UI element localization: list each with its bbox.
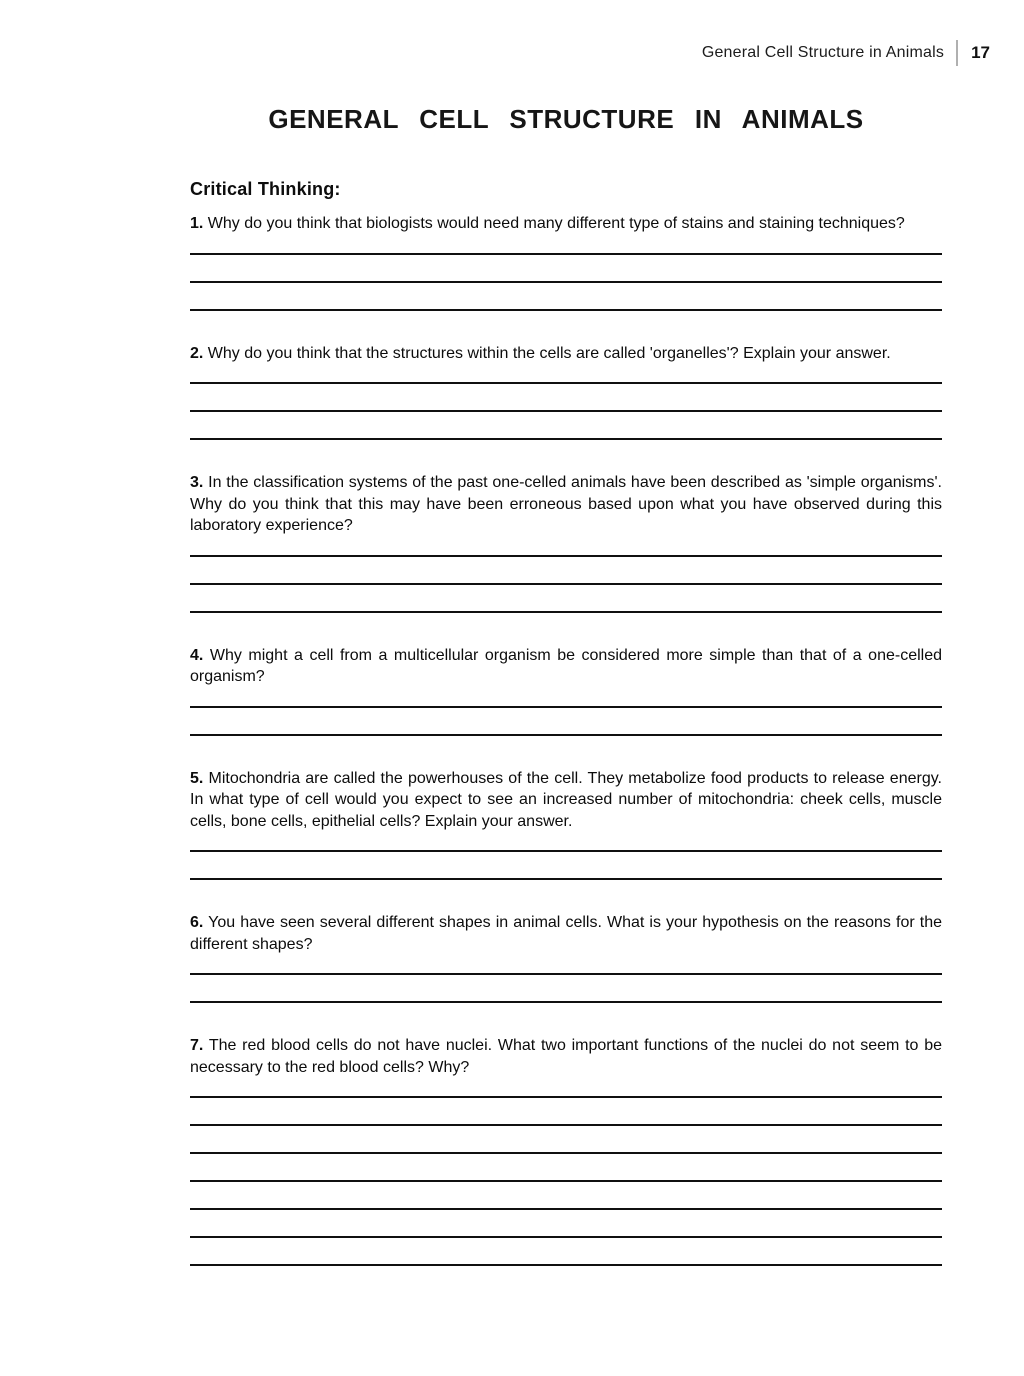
- running-title: General Cell Structure in Animals: [701, 44, 945, 61]
- question-5-answer-area: [190, 850, 942, 880]
- question-2: [190, 343, 942, 441]
- answer-line: [190, 1096, 942, 1098]
- question-5-number: 5.: [190, 769, 204, 787]
- answer-line: [190, 583, 942, 585]
- question-3: [190, 472, 942, 613]
- question-1-number: 1.: [190, 215, 204, 232]
- question-7-number: 7.: [190, 1037, 204, 1054]
- question-5-text: [190, 768, 942, 833]
- answer-line: [190, 850, 942, 852]
- answer-line: [190, 1001, 942, 1003]
- answer-line: [190, 438, 942, 440]
- question-2-body: Why do you think that the structures within the cells are called 'organelles'? Explain your answer.: [207, 344, 891, 362]
- answer-line: [190, 1124, 942, 1126]
- section-heading: Critical Thinking:: [190, 179, 341, 199]
- question-6-number: 6.: [190, 914, 204, 931]
- answer-line: [190, 382, 942, 384]
- question-2-number: 2.: [190, 344, 204, 362]
- question-3-answer-area: [190, 555, 942, 613]
- question-4-answer-area: [190, 706, 942, 736]
- page-number: 17: [971, 43, 990, 62]
- answer-line: [190, 410, 942, 412]
- question-6-text: [190, 912, 942, 955]
- answer-line: [190, 253, 942, 255]
- answer-line: [190, 1152, 942, 1154]
- answer-line: [190, 1208, 942, 1210]
- answer-line: [190, 309, 942, 311]
- question-1: [190, 213, 942, 311]
- answer-line: [190, 1264, 942, 1266]
- question-5: [190, 768, 942, 881]
- answer-line: [190, 734, 942, 736]
- question-4-number: 4.: [190, 646, 204, 664]
- answer-line: [190, 973, 942, 975]
- question-7-text: [190, 1035, 942, 1078]
- question-3-text: [190, 472, 942, 537]
- question-5-body: Mitochondria are called the powerhouses of the cell. They metabolize food products to release energy. In what type of cell would you expect to see an increased number of mitochondria: cheek cells, muscle cells, bone cells, epithelial cells? Explain your answer.: [190, 769, 942, 830]
- question-2-text: [190, 343, 942, 365]
- page-header: [190, 0, 990, 66]
- question-4: [190, 645, 942, 736]
- header-divider: [956, 40, 958, 66]
- question-3-number: 3.: [190, 474, 204, 491]
- question-4-text: [190, 645, 942, 688]
- question-3-body: In the classification systems of the past one-celled animals have been described as 'simple organisms'. Why do you think that this may have been erroneous based upon what you have observed during this laboratory experience?: [190, 474, 943, 534]
- question-2-answer-area: [190, 382, 942, 440]
- question-4-body: Why might a cell from a multicellular organism be considered more simple than that of a one-celled organism?: [190, 646, 943, 685]
- answer-line: [190, 1180, 942, 1182]
- answer-line: [190, 555, 942, 557]
- answer-line: [190, 281, 942, 283]
- question-1-text: [190, 213, 942, 235]
- question-1-answer-area: [190, 253, 942, 311]
- question-6-answer-area: [190, 973, 942, 1003]
- answer-line: [190, 878, 942, 880]
- page-title: GENERAL CELL STRUCTURE IN ANIMALS: [268, 104, 864, 134]
- question-7-body: The red blood cells do not have nuclei. What two important functions of the nuclei do not seem to be necessary to the red blood cells? Why?: [190, 1037, 943, 1076]
- question-6: [190, 912, 942, 1003]
- question-7-answer-area: [190, 1096, 942, 1266]
- question-7: [190, 1035, 942, 1266]
- answer-line: [190, 1236, 942, 1238]
- answer-line: [190, 706, 942, 708]
- answer-line: [190, 611, 942, 613]
- question-1-body: Why do you think that biologists would need many different type of stains and staining techniques?: [207, 215, 905, 232]
- question-6-body: You have seen several different shapes in animal cells. What is your hypothesis on the reasons for the different shapes?: [190, 914, 942, 953]
